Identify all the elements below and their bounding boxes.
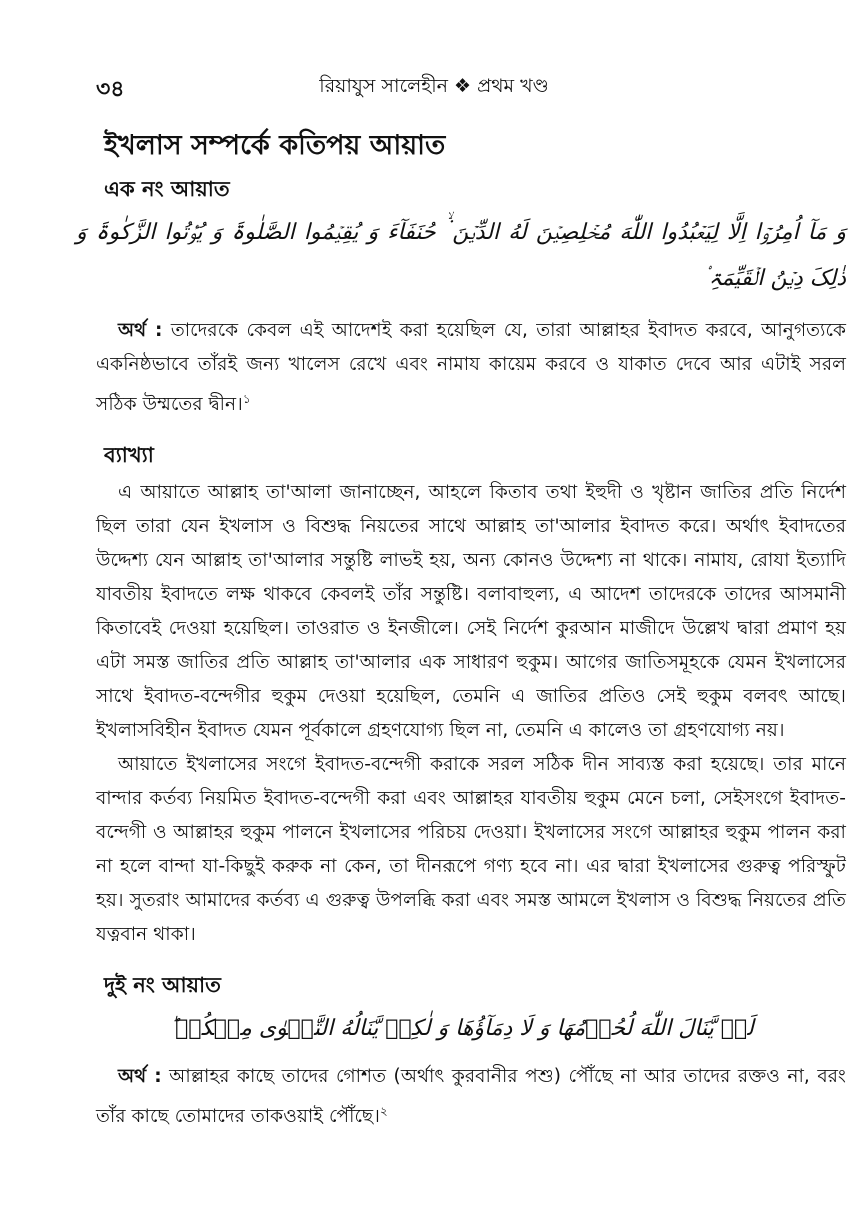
explanation-paragraph: আয়াতে ইখলাসের সংগে ইবাদত-বন্দেগী করাকে সরল সঠিক দীন সাব্যস্ত করা হয়েছে। তার মানে বান্দার কর্তব্য নিয়মিত ইবাদত-বন্দেগী করা এবং আল্লাহর যাবতীয় হুকুম মেনে চলা, সেইসংগে ইবাদত-বন্দেগী ও আল্লাহর হুকুম পালনে ইখলাসের পরিচয় দেওয়া। ইখলাসের সংগে আল্লাহর হুকুম পালন করা না হলে বান্দা যা-কিছুই করুক না কেন, তা দীনরূপে গণ্য হবে না। এর দ্বারা ইখলাসের গুরুত্ব পরিস্ফুট হয়। সুতরাং আমাদের কর্তব্য এ গুরুত্ব উপলব্ধি করা এবং সমস্ত আমলে ইখলাস ও বিশুদ্ধ নিয়তের প্রতি যত্নবান থাকা।	[96, 754, 847, 946]
footnote-marker: ১	[242, 392, 251, 406]
verse2-meaning	[96, 1060, 846, 1134]
running-header	[0, 72, 868, 104]
verse1-meaning-text: তাদেরকে কেবল এই আদেশই করা হয়েছিল যে, তারা আল্লাহর ইবাদত করবে, আনুগত্যকে একনিষ্ঠভাবে তাঁরই জন্য খালেস রেখে এবং নামায কায়েম করবে ও যাকাত দেবে আর এটাই সরল সঠিক উম্মতের দ্বীন।	[96, 320, 846, 416]
verse1-heading: এক নং আয়াত	[104, 177, 230, 201]
verse1-meaning	[96, 314, 846, 422]
diamond-ornament-icon: ❖	[454, 75, 472, 97]
verse2-arabic: لَنۡ یَّنَالَ اللّٰهَ لُحُوۡمُهَا وَ لَا دِمَآؤُهَا وَ لٰکِنۡ یَّنَالُهُ التَّقۡوٰی مِنۡکُمۡ ؕ	[168, 1016, 754, 1042]
verse2-meaning-text: আল্লাহর কাছে তাদের গোশত (অর্থাৎ কুরবানীর পশু) পৌঁছে না আর তাদের রক্তও না, বরং তাঁর কাছে তোমাদের তাকওয়াই পৌঁছে।	[96, 1066, 846, 1128]
volume-label: প্রথম খণ্ড	[477, 75, 549, 97]
verse2-heading: দুই নং আয়াত	[104, 973, 221, 998]
page-number: ৩৪	[96, 77, 125, 102]
verse1-meaning-label: অর্থ :	[118, 320, 163, 341]
section-title: ইখলাস সম্পর্কে কতিপয় আয়াত	[104, 130, 446, 161]
page-content	[76, 128, 847, 1134]
explanation-paragraph: এ আয়াতে আল্লাহ তা'আলা জানাচ্ছেন, আহলে কিতাব তথা ইহুদী ও খৃষ্টান জাতির প্রতি নির্দেশ ছিল তারা যেন ইখলাস ও বিশুদ্ধ নিয়তের সাথে আল্লাহ তা'আলার ইবাদত করে। অর্থাৎ ইবাদতের উদ্দেশ্য যেন আল্লাহ তা'আলার সন্তুষ্টি লাভই হয়, অন্য কোনও উদ্দেশ্য না থাকে। নামায, রোযা ইত্যাদি যাবতীয় ইবাদতে লক্ষ থাকবে কেবলই তাঁর সন্তুষ্টি। বলাবাহুল্য, এ আদেশ তাদেরকে তাদের আসমানী কিতাবেই দেওয়া হয়েছিল। তাওরাত ও ইনজীলে। সেই নির্দেশ কুরআন মাজীদে উল্লেখ দ্বারা প্রমাণ হয় এটা সমস্ত জাতির প্রতি আল্লাহ তা'আলার এক সাধারণ হুকুম। আগের জাতিসমূহকে যেমন ইখলাসের সাথে ইবাদত-বন্দেগীর হুকুম দেওয়া হয়েছিল, তেমনি এ জাতির প্রতিও সেই হুকুম বলবৎ আছে। ইখলাসবিহীন ইবাদত যেমন পূর্বকালে গ্রহণযোগ্য ছিল না, তেমনি এ কালেও তা গ্রহণযোগ্য নয়।	[96, 482, 846, 742]
verse1-arabic: وَ مَآ اُمِرُوۡٓا اِلَّا لِیَعۡبُدُوا اللّٰهَ مُخۡلِصِیۡنَ لَهُ الدِّیۡنَ ۬ۙ حُنَفَآءَ وَ یُقِیۡمُوا الصَّلٰوۃَ وَ یُؤۡتُوا الزَّکٰوۃَ وَ ذٰلِکَ دِیۡنُ الۡقَیِّمَۃِ ۟	[76, 220, 846, 291]
book-title: রিয়াযুস সালেহীন	[319, 75, 449, 97]
footnote-marker: ২	[379, 1104, 388, 1119]
explanation-heading: ব্যাখ্যা	[104, 443, 154, 468]
verse2-meaning-label: অর্থ :	[118, 1066, 162, 1088]
